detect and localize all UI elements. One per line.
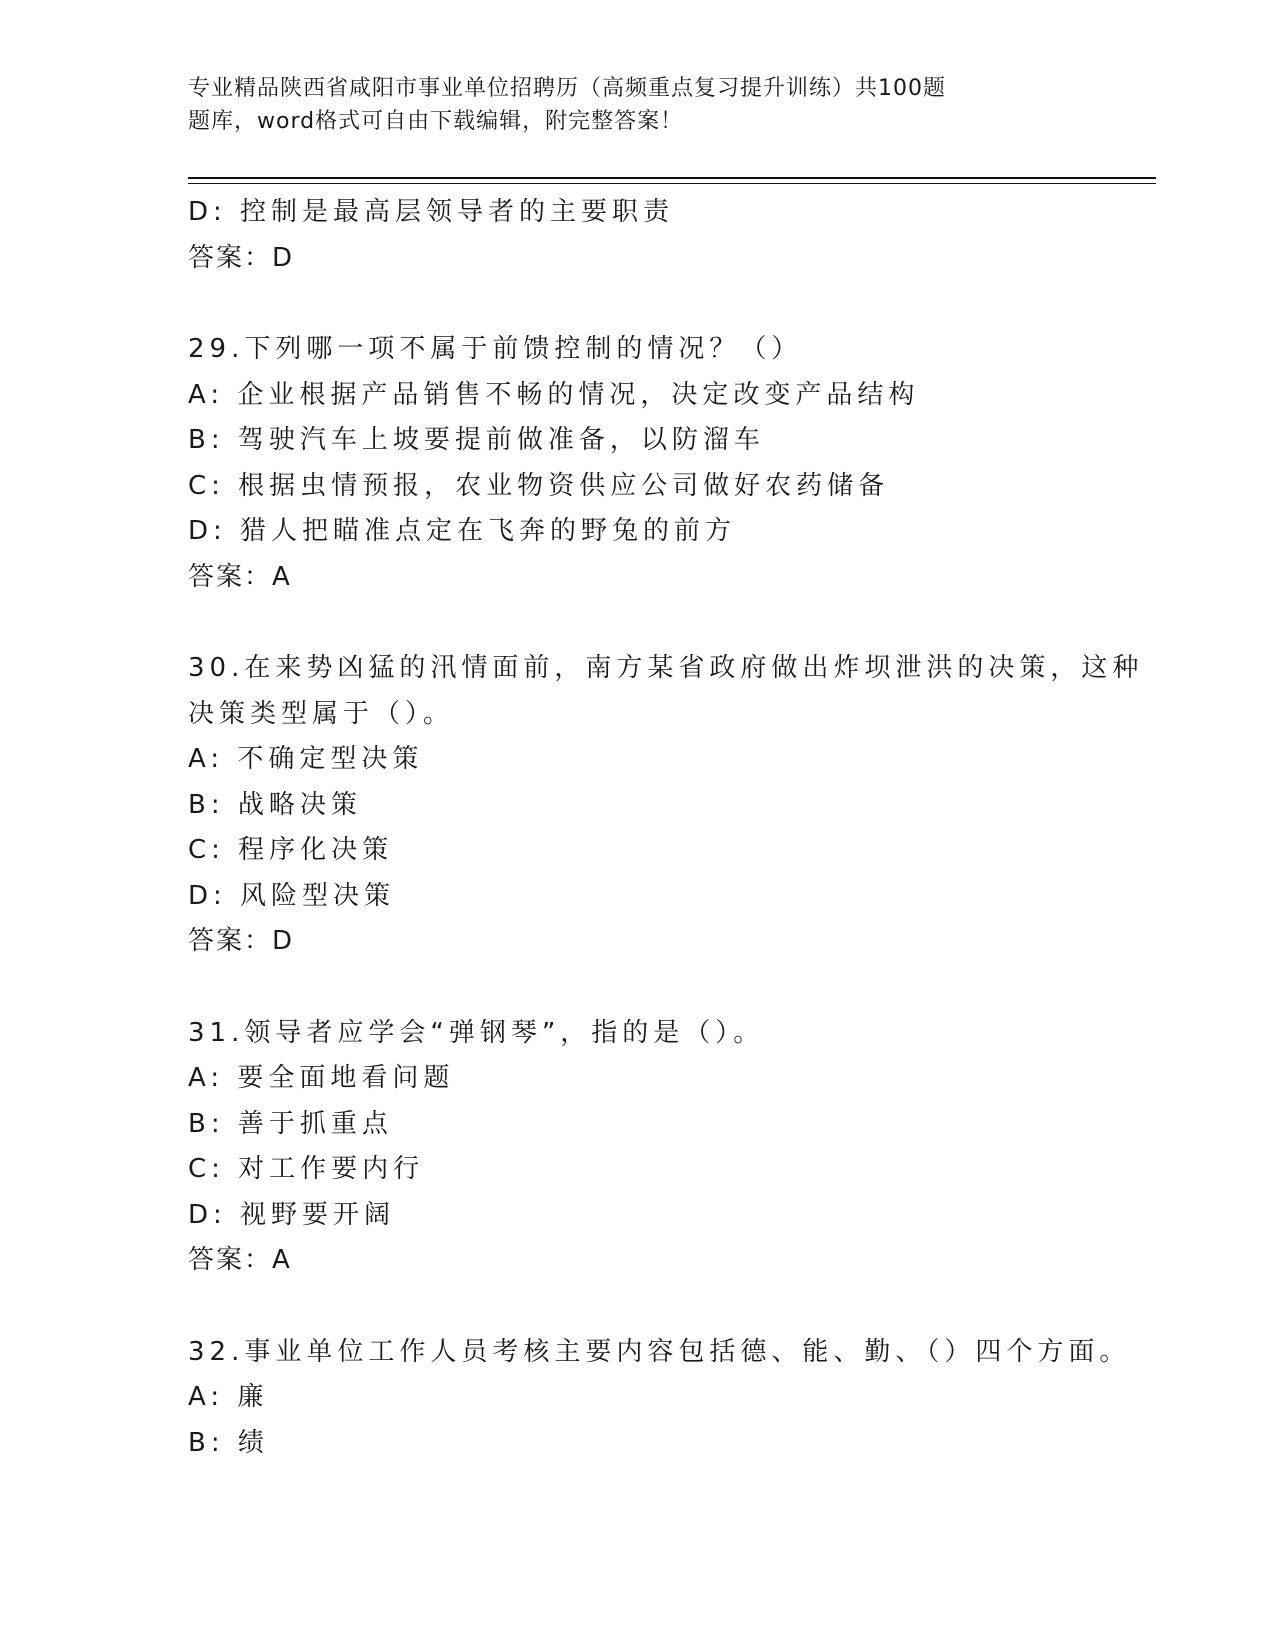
option-d: D: 视野要开阔 [188,1199,396,1230]
option-b: B: 善于抓重点 [188,1108,393,1139]
question-30 [188,646,1144,965]
header-divider-thick [188,177,1156,179]
option-a: A: 企业根据产品销售不畅的情况，决定改变产品结构 [188,379,920,410]
header-line-1: 专业精品陕西省咸阳市事业单位招聘历（高频重点复习提升训练）共100题 [188,76,946,101]
question-stem: 31.领导者应学会“弹钢琴”，指的是（）。 [188,1017,765,1048]
answer: 答案：A [188,561,292,592]
header-line-2: 题库，word格式可自由下载编辑，附完整答案！ [188,109,684,134]
option-b: B: 战略决策 [188,789,362,820]
answer: 答案：D [188,242,295,273]
question-29 [188,327,1088,600]
option-a: A: 不确定型决策 [188,744,424,774]
option-b: B: 驾驶汽车上坡要提前做准备，以防溜车 [188,425,765,455]
header-divider-thin [188,183,1156,184]
option-a: A: 廉 [188,1382,269,1412]
question-stem-line-1: 30.在来势凶猛的汛情面前，南方某省政府做出炸坝泄洪的决策，这种 [188,653,1144,683]
question-stem: 29.下列哪一项不属于前馈控制的情况？（） [188,334,803,364]
option-d: D: 猎人把瞄准点定在飞奔的野兔的前方 [188,516,737,546]
option-d: D: 风险型决策 [188,880,396,911]
document-header [188,72,1068,138]
question-stem-line-2: 决策类型属于（）。 [188,698,455,729]
option-c: C: 程序化决策 [188,835,394,865]
answer: 答案：D [188,926,295,956]
answer: 答案：A [188,1245,292,1275]
question-32 [188,1330,1131,1467]
option-d: D: 控制是最高层领导者的主要职责 [188,197,675,227]
option-c: C: 根据虫情预报，农业物资供应公司做好农药储备 [188,470,890,501]
option-c: C: 对工作要内行 [188,1154,425,1184]
option-b: B: 绩 [188,1427,269,1458]
document-body [188,190,1144,1466]
question-stem: 32.事业单位工作人员考核主要内容包括德、能、勤、（）四个方面。 [188,1336,1131,1367]
question-31 [188,1011,1088,1284]
option-a: A: 要全面地看问题 [188,1063,455,1093]
question-28-tail [188,190,1088,281]
